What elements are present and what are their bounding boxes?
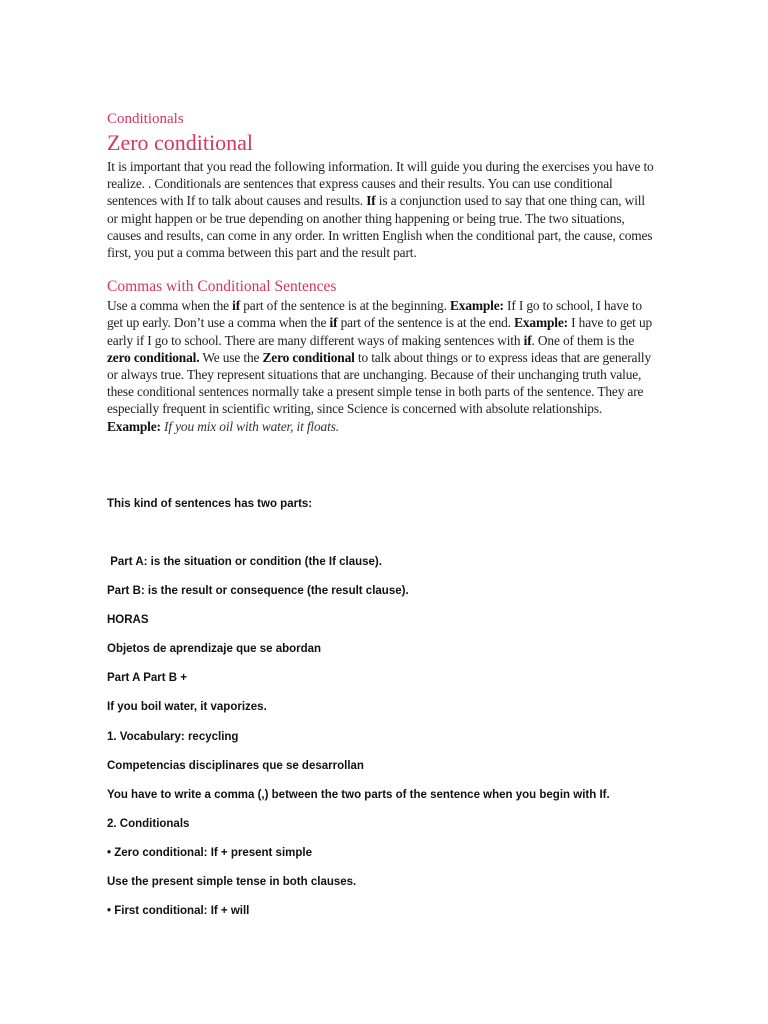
commas-text-1: Use a comma when the — [107, 298, 233, 314]
commas-bold-5: if — [523, 332, 532, 348]
commas-bold-7: Zero conditional — [262, 349, 355, 365]
commas-heading: Commas with Conditional Sentences — [107, 278, 337, 296]
text-line: Competencias disciplinares que se desarrollan — [107, 760, 364, 772]
section-label: Conditionals — [107, 111, 184, 127]
commas-text-3: If I go to school, I have to get up early. Don’t use a comma when the — [107, 298, 642, 331]
commas-bold-6: zero conditional. — [107, 349, 200, 365]
commas-text-8: to talk about things or to express ideas that are generally or always true. They represent situations that are unchanging. Because of their unchanging truth value, these conditional sentences normally take a present simple tense in both parts of the sentence. They are especially frequent in scientific writing, since Science is concerned with absolute relationships. — [107, 349, 652, 417]
text-line: • First conditional: If + will — [107, 905, 250, 917]
commas-bold-1: if — [232, 298, 241, 314]
text-line: This kind of sentences has two parts: — [107, 498, 313, 510]
commas-text-2: part of the sentence is at the beginning. — [240, 298, 450, 314]
commas-bold-3: if — [329, 315, 338, 331]
intro-text-1: It is important that you read the following information. It will guide you during the exercises you have to realize. . Conditionals are sentences that express causes and their results. You can use conditional sentences with If to talk about causes and results. — [107, 159, 654, 209]
intro-bold-if: If — [366, 193, 376, 209]
commas-text-6: . One of them is the — [531, 332, 635, 348]
commas-example-italic: If you mix oil with water, it floats. — [160, 418, 339, 434]
text-line: Use the present simple tense in both clauses. — [107, 876, 357, 888]
text-line: You have to write a comma (,) between the two parts of the sentence when you begin with If. — [107, 789, 610, 801]
page-title: Zero conditional — [107, 130, 254, 155]
text-line: If you boil water, it vaporizes. — [107, 701, 267, 713]
text-line: Objetos de aprendizaje que se abordan — [107, 643, 322, 655]
commas-paragraph — [107, 297, 658, 435]
text-line: Part B: is the result or consequence (the result clause). — [107, 585, 409, 597]
text-line: Part A Part B + — [107, 672, 187, 684]
commas-bold-4: Example: — [514, 315, 568, 331]
commas-text-5: I have to get up early if I go to school. There are many different ways of making sentences with — [107, 315, 653, 348]
text-line: • Zero conditional: If + present simple — [107, 847, 312, 859]
intro-text-2: is a conjunction used to say that one thing can, will or might happen or be true depending on another thing happening or being true. The two situations, causes and results, can come in any order. In written English when the conditional part, the cause, comes first, you put a comma between this part and the result part. — [107, 193, 653, 261]
intro-paragraph — [107, 158, 658, 261]
commas-text-7: We use the — [199, 349, 263, 365]
commas-text-4: part of the sentence is at the end. — [337, 315, 515, 331]
text-line: Part A: is the situation or condition (the If clause). — [107, 556, 382, 568]
text-line: 2. Conditionals — [107, 818, 190, 830]
text-line: HORAS — [107, 614, 149, 626]
text-line: 1. Vocabulary: recycling — [107, 731, 239, 743]
commas-bold-2: Example: — [450, 298, 504, 314]
commas-bold-8: Example: — [107, 418, 161, 434]
